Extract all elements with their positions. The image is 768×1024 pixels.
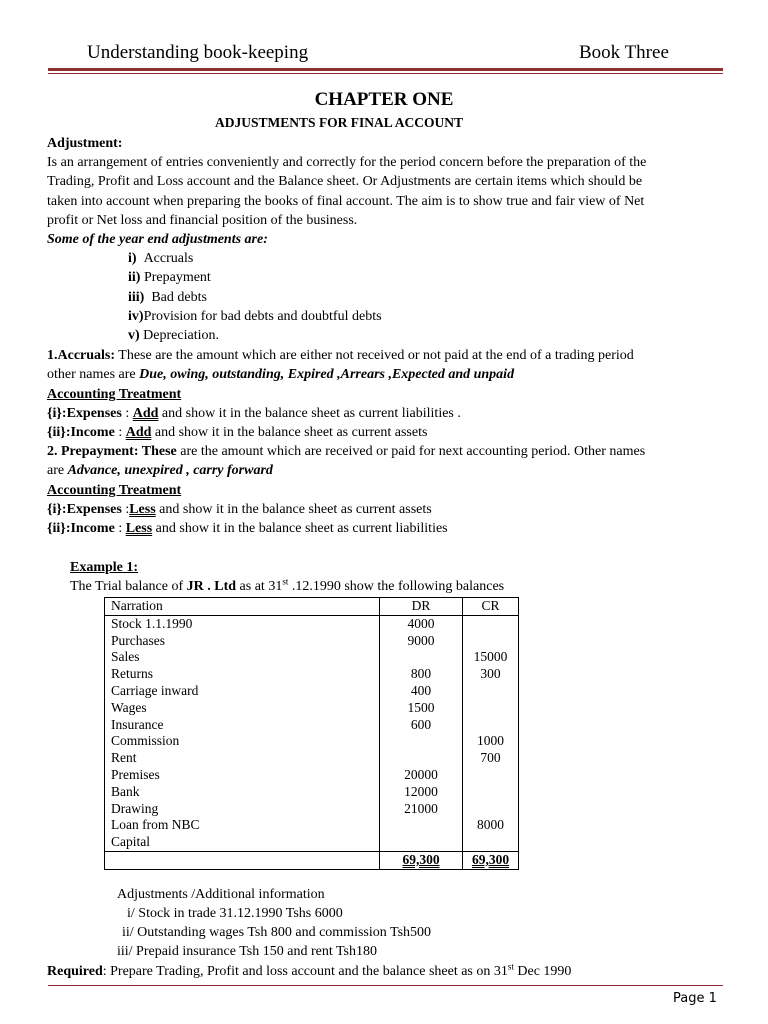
trial-balance-table bbox=[104, 597, 519, 870]
list-item-text: Accruals bbox=[143, 251, 194, 266]
table-row bbox=[105, 817, 519, 834]
total-dr: 69,300 bbox=[402, 851, 440, 867]
income-label: {ii}:Income bbox=[47, 521, 115, 536]
separator: : bbox=[121, 406, 133, 421]
table-row bbox=[105, 683, 519, 700]
narration-cell: Wages bbox=[105, 700, 380, 717]
other-names-list: Due, owing, outstanding, Expired ,Arrears ,Expected and unpaid bbox=[139, 367, 515, 382]
cr-cell bbox=[463, 683, 519, 700]
separator: : bbox=[114, 521, 126, 536]
narration-cell: Insurance bbox=[105, 717, 380, 734]
treatment-text: and show it in the balance sheet as current assets bbox=[151, 425, 428, 440]
total-label-cell bbox=[105, 851, 380, 869]
narration-cell: Drawing bbox=[105, 801, 380, 818]
adjustment-body-line: taken into account when preparing the books of final account. The aim is to show true and fair view of Net bbox=[47, 194, 645, 209]
treatment-expenses bbox=[47, 406, 461, 422]
ordinal-suffix: st bbox=[282, 576, 289, 587]
dr-cell: 600 bbox=[380, 717, 463, 734]
treatment-income bbox=[47, 425, 427, 441]
narration-cell: Stock 1.1.1990 bbox=[105, 615, 380, 632]
table-row bbox=[105, 649, 519, 666]
table-row bbox=[105, 700, 519, 717]
narration-cell: Bank bbox=[105, 784, 380, 801]
column-header-narration: Narration bbox=[105, 598, 380, 616]
dr-cell: 4000 bbox=[380, 615, 463, 632]
list-item-num: i) bbox=[128, 251, 137, 266]
cr-cell bbox=[463, 615, 519, 632]
other-names-label: are bbox=[47, 463, 68, 478]
list-item-text: Depreciation. bbox=[143, 328, 219, 343]
required-text: : Prepare Trading, Profit and loss account and the balance sheet as on 31 bbox=[102, 964, 508, 979]
dr-cell: 800 bbox=[380, 666, 463, 683]
table-row bbox=[105, 834, 519, 851]
income-label: {ii}:Income bbox=[47, 425, 115, 440]
accruals-text: These are the amount which are either not received or not paid at the end of a trading period bbox=[115, 348, 634, 363]
page-header-book: Book Three bbox=[579, 42, 669, 63]
table-total-row bbox=[105, 851, 519, 869]
cr-cell: 300 bbox=[463, 666, 519, 683]
cr-cell bbox=[463, 717, 519, 734]
chapter-subtitle: ADJUSTMENTS FOR FINAL ACCOUNT bbox=[215, 115, 463, 130]
total-dr-cell bbox=[380, 851, 463, 869]
accounting-treatment-heading: Accounting Treatment bbox=[47, 387, 182, 402]
total-cr-cell bbox=[463, 851, 519, 869]
list-item bbox=[128, 290, 207, 306]
dr-cell: 12000 bbox=[380, 784, 463, 801]
adjustment-heading: Adjustment: bbox=[47, 136, 123, 151]
other-names-list: Advance, unexpired , carry forward bbox=[67, 463, 273, 478]
narration-cell: Sales bbox=[105, 649, 380, 666]
narration-cell: Premises bbox=[105, 767, 380, 784]
header-rule-thin bbox=[48, 73, 723, 74]
list-item-num: iv) bbox=[128, 309, 144, 324]
dr-cell bbox=[380, 733, 463, 750]
accruals-definition bbox=[47, 348, 634, 364]
treatment-income bbox=[47, 521, 448, 537]
cr-cell bbox=[463, 801, 519, 818]
cr-cell bbox=[463, 784, 519, 801]
list-item-text: Bad debts bbox=[151, 290, 207, 305]
narration-cell: Commission bbox=[105, 733, 380, 750]
column-header-cr: CR bbox=[463, 598, 519, 616]
table-row bbox=[105, 733, 519, 750]
intro-text: .12.1990 show the following balances bbox=[288, 579, 505, 594]
adjustment-body-line: Trading, Profit and Loss account and the Balance sheet. Or Adjustments are certain items which should be bbox=[47, 174, 643, 189]
narration-cell: Capital bbox=[105, 834, 380, 851]
page-header-title: Understanding book-keeping bbox=[87, 42, 309, 63]
narration-cell: Returns bbox=[105, 666, 380, 683]
cr-cell bbox=[463, 834, 519, 851]
footer-rule bbox=[48, 985, 723, 986]
column-header-dr: DR bbox=[380, 598, 463, 616]
accruals-label: 1.Accruals: bbox=[47, 348, 116, 363]
ordinal-suffix: st bbox=[507, 961, 514, 972]
treatment-expenses bbox=[47, 502, 432, 518]
total-cr: 69,300 bbox=[471, 851, 510, 867]
expenses-label: {i}:Expenses bbox=[47, 502, 122, 517]
cr-cell bbox=[463, 767, 519, 784]
adjustment-item: iii/ Prepaid insurance Tsh 150 and rent Tsh180 bbox=[117, 944, 377, 959]
intro-text: as at 31 bbox=[236, 579, 283, 594]
separator: : bbox=[121, 502, 130, 517]
dr-cell bbox=[380, 750, 463, 767]
header-rule bbox=[48, 68, 723, 71]
cr-cell bbox=[463, 700, 519, 717]
chapter-title: CHAPTER ONE bbox=[314, 89, 454, 110]
narration-cell: Loan from NBC bbox=[105, 817, 380, 834]
company-name: JR . Ltd bbox=[186, 579, 237, 594]
treatment-text: and show it in the balance sheet as current liabilities . bbox=[158, 406, 461, 421]
intro-text: The Trial balance of bbox=[70, 579, 187, 594]
list-item-num: ii) bbox=[128, 270, 141, 285]
table-row bbox=[105, 717, 519, 734]
narration-cell: Carriage inward bbox=[105, 683, 380, 700]
cr-cell bbox=[463, 633, 519, 650]
dr-cell: 400 bbox=[380, 683, 463, 700]
list-item bbox=[128, 309, 382, 325]
list-item-text: Provision for bad debts and doubtful debts bbox=[143, 309, 382, 324]
accruals-other-names bbox=[47, 367, 514, 383]
other-names-label: other names are bbox=[47, 367, 140, 382]
page-number: Page 1 bbox=[673, 991, 717, 1006]
example-intro bbox=[70, 576, 505, 595]
adjustment-item: ii/ Outstanding wages Tsh 800 and commission Tsh500 bbox=[122, 925, 432, 940]
required-line bbox=[47, 961, 572, 980]
dr-cell: 20000 bbox=[380, 767, 463, 784]
prepayment-label: 2. Prepayment: These bbox=[47, 444, 177, 459]
list-item-num: iii) bbox=[128, 290, 145, 305]
table-header-row bbox=[105, 598, 519, 616]
dr-cell: 9000 bbox=[380, 633, 463, 650]
example-heading: Example 1: bbox=[70, 560, 139, 575]
narration-cell: Rent bbox=[105, 750, 380, 767]
table-row bbox=[105, 615, 519, 632]
accounting-treatment-heading: Accounting Treatment bbox=[47, 483, 182, 498]
cr-cell: 700 bbox=[463, 750, 519, 767]
prepayment-other-names bbox=[47, 463, 273, 479]
required-label: Required bbox=[47, 964, 103, 979]
dr-cell bbox=[380, 834, 463, 851]
treatment-verb: Add bbox=[125, 425, 152, 440]
adjustment-item: i/ Stock in trade 31.12.1990 Tshs 6000 bbox=[127, 906, 343, 921]
cr-cell: 8000 bbox=[463, 817, 519, 834]
adjustments-list-heading: Some of the year end adjustments are: bbox=[47, 232, 268, 247]
table-row bbox=[105, 784, 519, 801]
dr-cell: 21000 bbox=[380, 801, 463, 818]
list-item bbox=[128, 251, 193, 267]
required-text: Dec 1990 bbox=[513, 964, 572, 979]
dr-cell bbox=[380, 649, 463, 666]
adjustment-body-line: profit or Net loss and financial position of the business. bbox=[47, 213, 358, 228]
list-item bbox=[128, 328, 219, 344]
separator: : bbox=[114, 425, 126, 440]
adjustments-heading: Adjustments /Additional information bbox=[117, 887, 325, 902]
list-item-text: Prepayment bbox=[143, 270, 211, 285]
prepayment-definition bbox=[47, 444, 645, 460]
table-row bbox=[105, 767, 519, 784]
table-row bbox=[105, 666, 519, 683]
treatment-verb: Less bbox=[129, 502, 156, 517]
narration-cell: Purchases bbox=[105, 633, 380, 650]
cr-cell: 15000 bbox=[463, 649, 519, 666]
table-row bbox=[105, 750, 519, 767]
cr-cell: 1000 bbox=[463, 733, 519, 750]
treatment-verb: Add bbox=[132, 406, 159, 421]
adjustment-body-line: Is an arrangement of entries conveniently and correctly for the period concern before the preparation of the bbox=[47, 155, 647, 170]
list-item bbox=[128, 270, 211, 286]
list-item-num: v) bbox=[128, 328, 140, 343]
table-row bbox=[105, 633, 519, 650]
table-row bbox=[105, 801, 519, 818]
prepayment-text: are the amount which are received or paid for next accounting period. Other names bbox=[176, 444, 646, 459]
treatment-text: and show it in the balance sheet as current assets bbox=[155, 502, 432, 517]
treatment-verb: Less bbox=[125, 521, 153, 536]
dr-cell: 1500 bbox=[380, 700, 463, 717]
dr-cell bbox=[380, 817, 463, 834]
expenses-label: {i}:Expenses bbox=[47, 406, 122, 421]
treatment-text: and show it in the balance sheet as current liabilities bbox=[152, 521, 448, 536]
